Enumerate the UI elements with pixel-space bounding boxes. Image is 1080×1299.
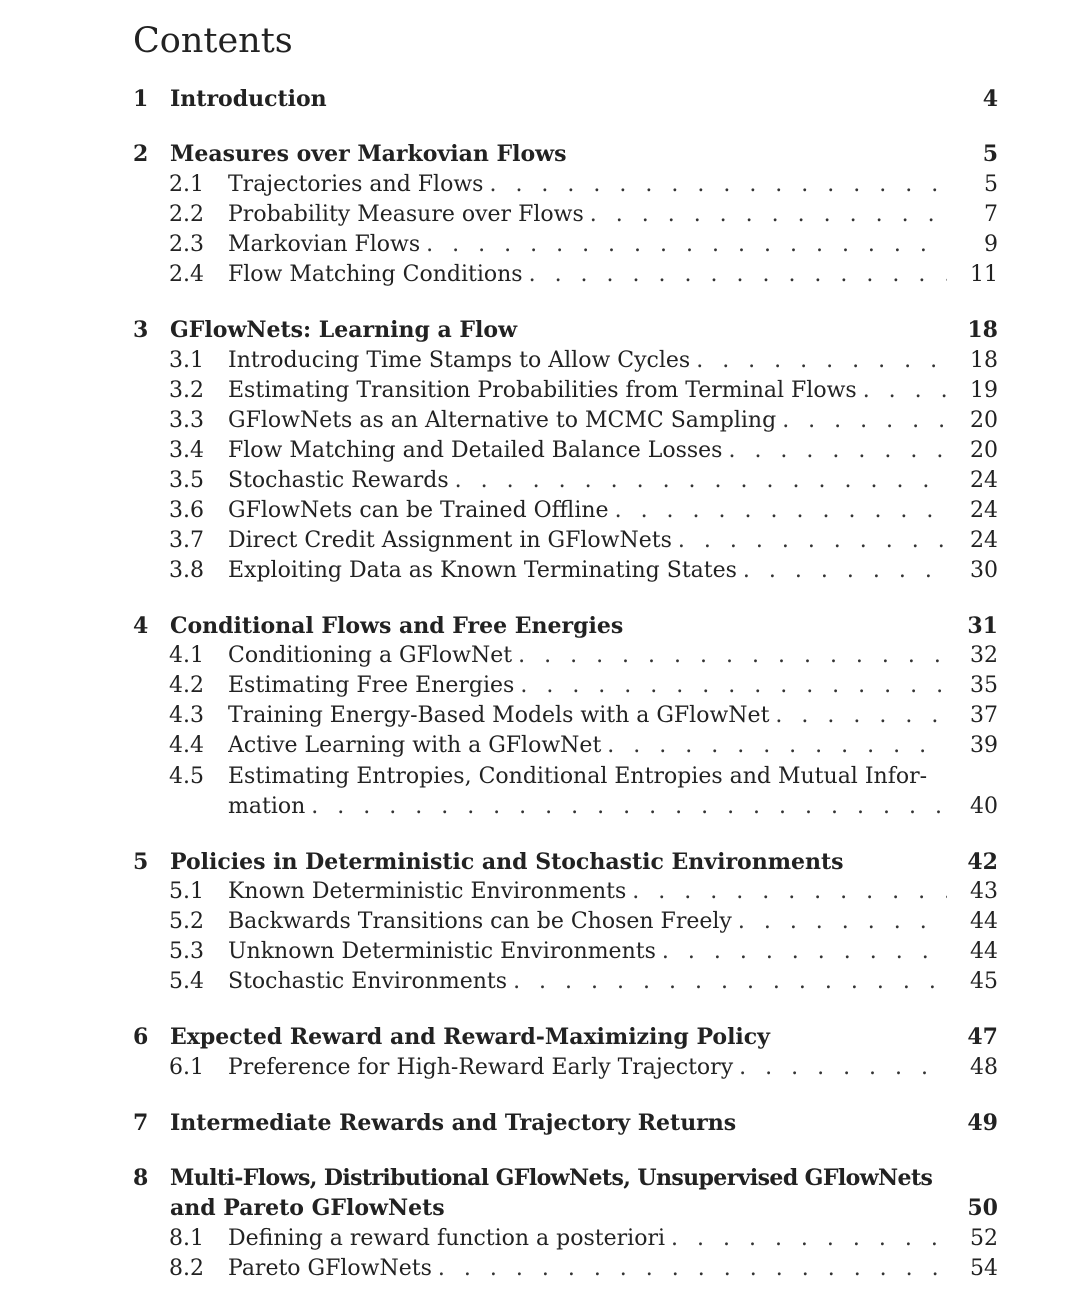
- dot-leader: [775, 701, 947, 731]
- dot-leader: [632, 877, 947, 907]
- section-page: 19: [970, 378, 998, 403]
- toc-section-4-2[interactable]: [0, 671, 1080, 701]
- section-number: 2.2: [169, 202, 204, 227]
- chapter-title: Conditional Flows and Free Energies: [170, 611, 780, 641]
- chapter-page: 5: [982, 141, 998, 167]
- toc-chapter-3[interactable]: [0, 315, 1080, 345]
- dot-leader: [518, 641, 947, 671]
- section-number: 5.2: [169, 909, 204, 934]
- section-title: GFlowNets as an Alternative to MCMC Sampling . . .: [228, 406, 947, 436]
- toc-chapter-1[interactable]: [0, 84, 1080, 114]
- section-title: Flow Matching and Detailed Balance Losses . . .: [228, 436, 947, 466]
- section-number: 3.1: [169, 348, 204, 373]
- chapter-number: 1: [133, 86, 149, 112]
- section-page: 24: [970, 498, 998, 523]
- section-title: Flow Matching Conditions . . .: [228, 260, 947, 290]
- toc-section-5-3[interactable]: [0, 937, 1080, 967]
- section-number: 5.3: [169, 939, 204, 964]
- dot-leader: [739, 1053, 947, 1083]
- chapter-number: 2: [133, 141, 149, 167]
- section-number: 2.4: [169, 262, 204, 287]
- chapter-title: Policies in Deterministic and Stochastic Environments: [170, 847, 996, 877]
- chapter-title: Introduction: [170, 84, 780, 114]
- toc-section-4-1[interactable]: [0, 641, 1080, 671]
- section-page: 11: [970, 262, 998, 287]
- toc-section-8-2[interactable]: [0, 1254, 1080, 1284]
- dot-leader: [529, 260, 947, 290]
- section-page: 44: [970, 909, 998, 934]
- dot-leader: [738, 907, 947, 937]
- section-page: 9: [984, 232, 998, 257]
- chapter-title: Multi-Flows, Distributional GFlowNets, Unsupervised GFlowNets: [170, 1163, 1000, 1193]
- chapter-title: GFlowNets: Learning a Flow: [170, 315, 780, 345]
- section-title: Known Deterministic Environments . . .: [228, 877, 947, 907]
- chapter-number: 8: [133, 1165, 149, 1191]
- section-number: 4.2: [169, 673, 204, 698]
- toc-section-3-6[interactable]: [0, 496, 1080, 526]
- dot-leader: [696, 346, 947, 376]
- chapter-title-continued: and Pareto GFlowNets: [170, 1193, 780, 1223]
- toc-section-5-2[interactable]: [0, 907, 1080, 937]
- section-number: 2.1: [169, 172, 204, 197]
- dot-leader: [678, 526, 947, 556]
- section-page: 20: [970, 408, 998, 433]
- section-number: 4.3: [169, 703, 204, 728]
- chapter-page: 31: [967, 613, 998, 639]
- section-number: 8.1: [169, 1226, 204, 1251]
- section-title: Estimating Transition Probabilities from Terminal Flows . . .: [228, 376, 947, 406]
- section-title: Pareto GFlowNets . . .: [228, 1254, 947, 1284]
- section-title: Probability Measure over Flows . . .: [228, 200, 947, 230]
- section-title: Estimating Free Energies . . .: [228, 671, 947, 701]
- section-number: 3.8: [169, 558, 204, 583]
- section-number: 8.2: [169, 1256, 204, 1281]
- section-page: 40: [970, 794, 998, 819]
- section-number: 2.3: [169, 232, 204, 257]
- toc-section-4-5-cont[interactable]: [0, 792, 1080, 822]
- section-title: Conditioning a GFlowNet . . .: [228, 641, 947, 671]
- section-title: Unknown Deterministic Environments . . .: [228, 937, 947, 967]
- section-number: 4.1: [169, 643, 204, 668]
- toc-section-4-4[interactable]: [0, 731, 1080, 761]
- toc-section-4-3[interactable]: [0, 701, 1080, 731]
- dot-leader: [590, 200, 947, 230]
- dot-leader: [513, 967, 947, 997]
- dot-leader: [671, 1224, 947, 1254]
- dot-leader: [438, 1254, 947, 1284]
- section-number: 4.5: [169, 764, 204, 789]
- toc-chapter-8[interactable]: [0, 1163, 1080, 1193]
- section-number: 3.5: [169, 468, 204, 493]
- toc-chapter-8-cont[interactable]: [0, 1193, 1080, 1223]
- dot-leader: [743, 556, 947, 586]
- section-number: 5.1: [169, 879, 204, 904]
- section-number: 4.4: [169, 733, 204, 758]
- section-page: 5: [984, 172, 998, 197]
- chapter-number: 7: [133, 1110, 149, 1136]
- toc-chapter-6[interactable]: [0, 1022, 1080, 1052]
- chapter-number: 3: [133, 317, 149, 343]
- toc-section-3-1[interactable]: [0, 346, 1080, 376]
- section-number: 5.4: [169, 969, 204, 994]
- section-number: 3.4: [169, 438, 204, 463]
- toc-section-5-1[interactable]: [0, 877, 1080, 907]
- toc-section-3-2[interactable]: [0, 376, 1080, 406]
- dot-leader: [662, 937, 947, 967]
- section-title: Preference for High-Reward Early Trajectory . . .: [228, 1053, 947, 1083]
- toc-chapter-7[interactable]: [0, 1108, 1080, 1138]
- toc-section-3-4[interactable]: [0, 436, 1080, 466]
- section-number: 3.3: [169, 408, 204, 433]
- dot-leader: [607, 731, 947, 761]
- section-page: 32: [970, 643, 998, 668]
- section-page: 48: [970, 1055, 998, 1080]
- section-title: Estimating Entropies, Conditional Entropies and Mutual Infor-: [228, 762, 947, 792]
- toc-section-5-4[interactable]: [0, 967, 1080, 997]
- chapter-number: 5: [133, 849, 149, 875]
- toc-section-3-3[interactable]: [0, 406, 1080, 436]
- chapter-title: Intermediate Rewards and Trajectory Returns: [170, 1108, 996, 1138]
- section-title: Markovian Flows . . .: [228, 230, 947, 260]
- section-page: 44: [970, 939, 998, 964]
- section-title: Defining a reward function a posteriori . . .: [228, 1224, 947, 1254]
- dot-leader: [426, 230, 947, 260]
- dot-leader: [728, 436, 947, 466]
- dot-leader: [311, 792, 947, 822]
- dot-leader: [863, 376, 947, 406]
- chapter-page: 18: [967, 317, 998, 343]
- toc-section-2-4[interactable]: [0, 260, 1080, 290]
- toc-chapter-2[interactable]: [0, 139, 1080, 169]
- section-title: Trajectories and Flows . . .: [228, 170, 947, 200]
- section-number: 6.1: [169, 1055, 204, 1080]
- dot-leader: [455, 466, 947, 496]
- toc-section-8-1[interactable]: [0, 1224, 1080, 1254]
- section-page: 54: [970, 1256, 998, 1281]
- section-page: 7: [984, 202, 998, 227]
- section-page: 43: [970, 879, 998, 904]
- toc-section-3-5[interactable]: [0, 466, 1080, 496]
- dot-leader: [520, 671, 947, 701]
- section-page: 39: [970, 733, 998, 758]
- chapter-page: 49: [967, 1110, 998, 1136]
- toc-chapter-4[interactable]: [0, 611, 1080, 641]
- toc-section-2-2[interactable]: [0, 200, 1080, 230]
- section-title: GFlowNets can be Trained Offline . . .: [228, 496, 947, 526]
- chapter-page: 47: [967, 1024, 998, 1050]
- toc-section-6-1[interactable]: [0, 1053, 1080, 1083]
- dot-leader: [782, 406, 947, 436]
- toc-section-4-5[interactable]: [0, 762, 1080, 792]
- chapter-page: 50: [967, 1195, 998, 1221]
- toc-section-2-1[interactable]: [0, 170, 1080, 200]
- toc-section-2-3[interactable]: [0, 230, 1080, 260]
- section-page: 37: [970, 703, 998, 728]
- section-page: 24: [970, 528, 998, 553]
- chapter-title: Measures over Markovian Flows: [170, 139, 780, 169]
- section-page: 20: [970, 438, 998, 463]
- section-number: 3.7: [169, 528, 204, 553]
- chapter-title: Expected Reward and Reward-Maximizing Policy: [170, 1022, 996, 1052]
- section-title-continued: mation . . .: [228, 792, 947, 822]
- dot-leader: [489, 170, 947, 200]
- section-page: 45: [970, 969, 998, 994]
- section-page: 18: [970, 348, 998, 373]
- section-number: 3.2: [169, 378, 204, 403]
- section-title: Exploiting Data as Known Terminating States . . .: [228, 556, 947, 586]
- section-page: 24: [970, 468, 998, 493]
- section-title: Direct Credit Assignment in GFlowNets . . .: [228, 526, 947, 556]
- chapter-number: 6: [133, 1024, 149, 1050]
- toc-chapter-5[interactable]: [0, 847, 1080, 877]
- page-title: Contents: [133, 21, 293, 61]
- toc-section-3-7[interactable]: [0, 526, 1080, 556]
- section-title: Stochastic Rewards . . .: [228, 466, 947, 496]
- section-page: 30: [970, 558, 998, 583]
- section-title: Introducing Time Stamps to Allow Cycles . . .: [228, 346, 947, 376]
- section-title: Active Learning with a GFlowNet . . .: [228, 731, 947, 761]
- chapter-number: 4: [133, 613, 149, 639]
- toc-section-3-8[interactable]: [0, 556, 1080, 586]
- section-page: 35: [970, 673, 998, 698]
- dot-leader: [615, 496, 947, 526]
- section-number: 3.6: [169, 498, 204, 523]
- section-title: Backwards Transitions can be Chosen Freely . . .: [228, 907, 947, 937]
- chapter-page: 4: [982, 86, 998, 112]
- section-title: Stochastic Environments . . .: [228, 967, 947, 997]
- section-title: Training Energy-Based Models with a GFlowNet . . .: [228, 701, 947, 731]
- section-page: 52: [970, 1226, 998, 1251]
- chapter-page: 42: [967, 849, 998, 875]
